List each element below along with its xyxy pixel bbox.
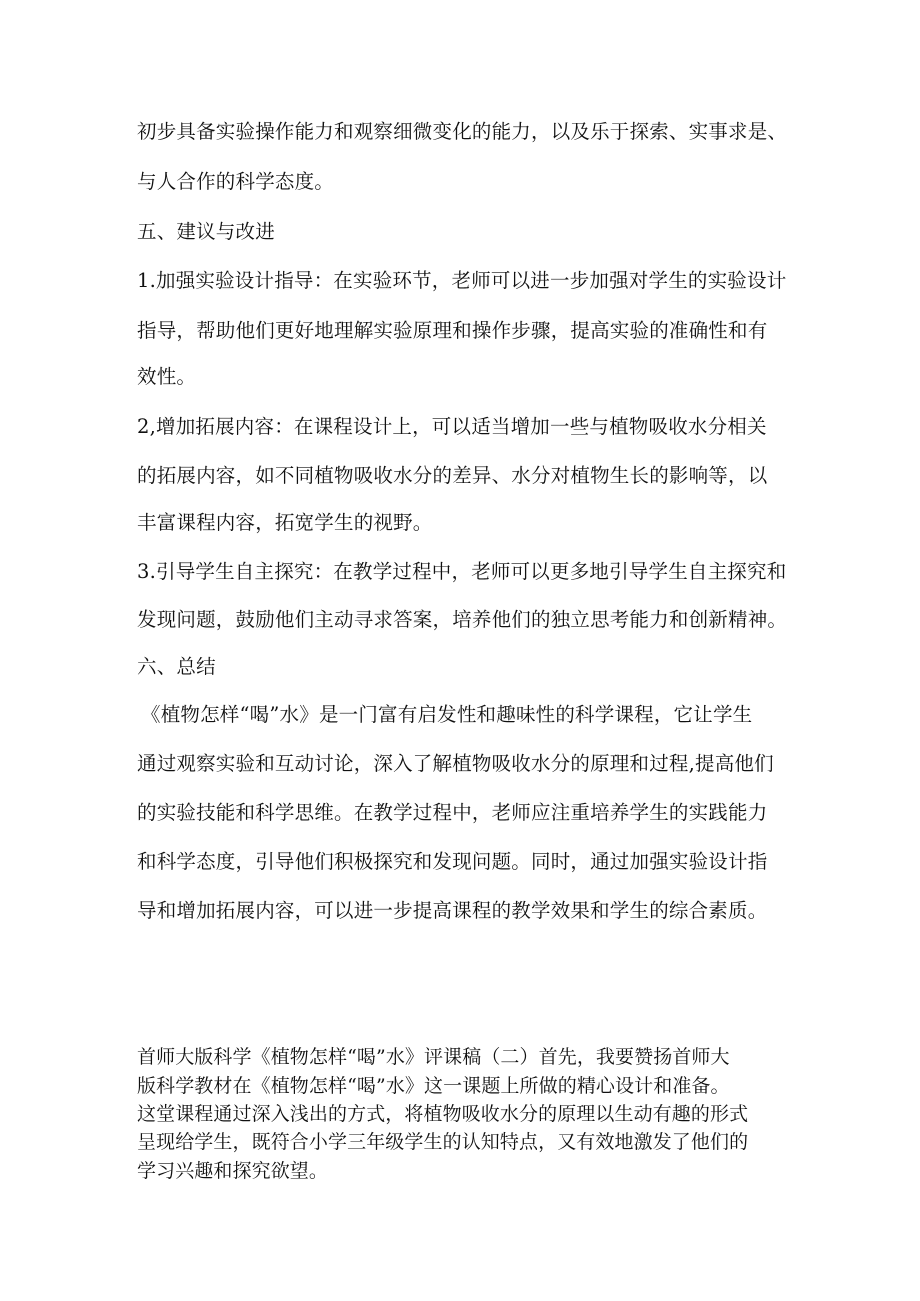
section5-item1-line-1: 1.加强实验设计指导：在实验环节，老师可以进一步加强对学生的实验设计 (137, 269, 787, 292)
part2-line-2: 版科学教材在《植物怎样“喝”水》这一课题上所做的精心设计和准备。 (137, 1075, 730, 1097)
part2-line-1: 首师大版科学《植物怎样“喝”水》评课稿（二）首先，我要赞扬首师大 (137, 1046, 730, 1068)
section5-heading: 五、建议与改进 (137, 220, 275, 243)
summary-line-1: 《植物怎样“喝”水》是一门富有启发性和趣味性的科学课程，它让学生 (141, 703, 753, 726)
part2-line-3: 这堂课程通过深入浅出的方式，将植物吸收水分的原理以生动有趣的形式 (137, 1103, 749, 1125)
part2-line-5: 学习兴趣和探究欲望。 (137, 1160, 329, 1182)
section5-item3-line-2: 发现问题，鼓励他们主动寻求答案，培养他们的独立思考能力和创新精神。 (137, 608, 788, 631)
part2-line-4: 呈现给学生，既符合小学三年级学生的认知特点，又有效地激发了他们的 (137, 1131, 749, 1153)
section5-item1-line-3: 效性。 (137, 365, 197, 388)
top-paragraph-line-1: 初步具备实验操作能力和观察细微变化的能力，以及乐于探索、实事求是、 (137, 120, 788, 143)
section5-item3-line-1: 3.引导学生自主探究：在教学过程中，老师可以更多地引导学生自主探究和 (137, 560, 787, 583)
section6-heading: 六、总结 (137, 655, 216, 678)
summary-line-3: 的实验技能和科学思维。在教学过程中，老师应注重培养学生的实践能力 (137, 801, 768, 824)
section5-item2-line-1: 2,增加拓展内容：在课程设计上，可以适当增加一些与植物吸收水分相关 (137, 415, 767, 438)
top-paragraph-line-2: 与人合作的科学态度。 (137, 170, 335, 193)
summary-line-4: 和科学态度，引导他们积极探究和发现问题。同时，通过加强实验设计指 (137, 850, 768, 873)
summary-line-5: 导和增加拓展内容，可以进一步提高课程的教学效果和学生的综合素质。 (137, 899, 768, 922)
section5-item2-line-3: 丰富课程内容，拓宽学生的视野。 (137, 511, 433, 534)
section5-item1-line-2: 指导，帮助他们更好地理解实验原理和操作步骤，提高实验的准确性和有 (137, 319, 768, 342)
section5-item2-line-2: 的拓展内容，如不同植物吸收水分的差异、水分对植物生长的影响等，以 (137, 464, 768, 487)
summary-line-2: 通过观察实验和互动讨论，深入了解植物吸收水分的原理和过程,提高他们 (137, 752, 774, 775)
